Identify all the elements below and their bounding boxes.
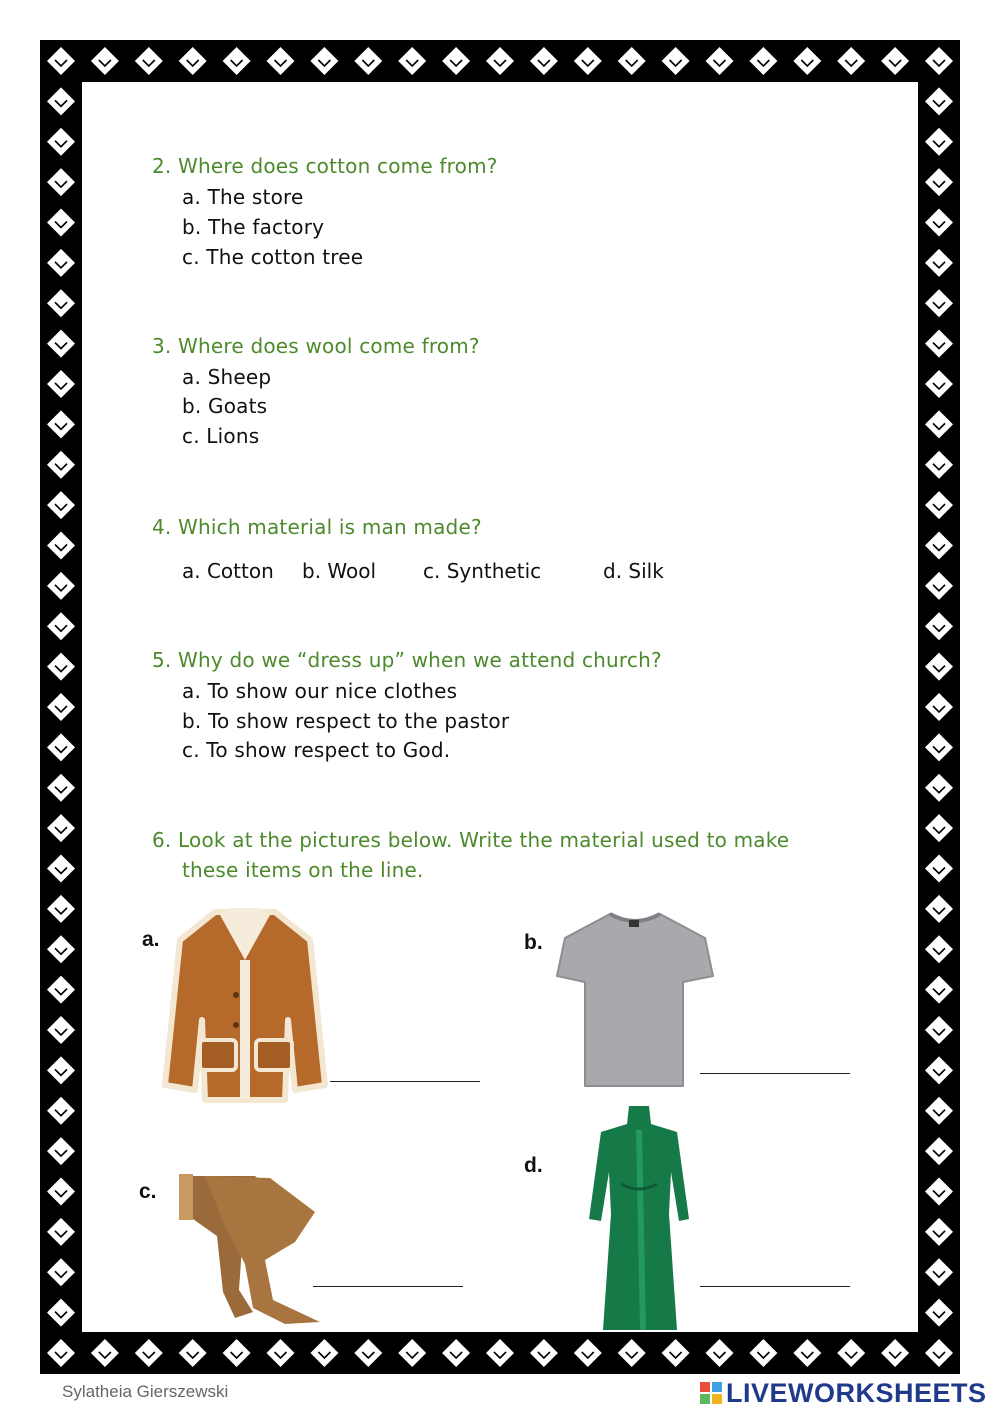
border-diamond: [925, 330, 953, 358]
border-diamond: [925, 128, 953, 156]
border-diamond: [47, 47, 75, 75]
border-diamond: [925, 895, 953, 923]
border-diamond: [706, 1339, 734, 1367]
border-diamond: [223, 1339, 251, 1367]
liveworksheets-logo-icon: [700, 1382, 722, 1404]
border-diamond: [662, 1339, 690, 1367]
border-diamond: [925, 1218, 953, 1246]
border-diamond: [925, 1299, 953, 1327]
item-a-letter: a.: [142, 928, 160, 951]
border-diamond: [925, 1178, 953, 1206]
border-diamond: [837, 1339, 865, 1367]
border-diamond: [925, 693, 953, 721]
border-diamond: [706, 47, 734, 75]
border-diamond: [47, 612, 75, 640]
item-d-letter: d.: [524, 1154, 543, 1177]
border-diamond: [925, 532, 953, 560]
silk-dress-icon: [585, 1104, 693, 1332]
border-diamond: [47, 1056, 75, 1084]
border-diamond: [881, 47, 909, 75]
border-diamond: [47, 532, 75, 560]
border-diamond: [47, 209, 75, 237]
option-5b[interactable]: b. To show respect to the pastor: [182, 709, 510, 733]
question-4: 4. Which material is man made?: [152, 515, 482, 539]
border-diamond: [925, 209, 953, 237]
border-diamond: [398, 1339, 426, 1367]
border-diamond: [442, 47, 470, 75]
option-4c[interactable]: c. Synthetic: [423, 559, 542, 583]
border-diamond: [47, 249, 75, 277]
border-diamond: [47, 733, 75, 761]
border-diamond: [793, 47, 821, 75]
border-diamond: [925, 451, 953, 479]
border-diamond: [925, 774, 953, 802]
border-diamond: [925, 814, 953, 842]
border-diamond: [135, 47, 163, 75]
border-diamond: [47, 1097, 75, 1125]
border-diamond: [749, 1339, 777, 1367]
border-diamond: [925, 733, 953, 761]
question-6-line-2: these items on the line.: [182, 858, 424, 882]
answer-line-b[interactable]: [700, 1073, 850, 1074]
option-2c[interactable]: c. The cotton tree: [182, 245, 364, 269]
border-diamond: [135, 1339, 163, 1367]
border-diamond: [925, 410, 953, 438]
question-6-line-1: 6. Look at the pictures below. Write the material used to make: [152, 828, 790, 852]
border-diamond: [925, 1258, 953, 1286]
border-diamond: [310, 1339, 338, 1367]
border-diamond: [662, 47, 690, 75]
option-4b[interactable]: b. Wool: [302, 559, 377, 583]
stockings-icon: [175, 1172, 325, 1327]
border-diamond: [47, 774, 75, 802]
item-c-letter: c.: [139, 1180, 157, 1203]
border-diamond: [925, 653, 953, 681]
option-3c[interactable]: c. Lions: [182, 424, 260, 448]
border-diamond: [47, 814, 75, 842]
option-2a[interactable]: a. The store: [182, 185, 304, 209]
border-diamond: [47, 653, 75, 681]
border-diamond: [442, 1339, 470, 1367]
border-diamond: [925, 976, 953, 1004]
border-diamond: [47, 451, 75, 479]
border-diamond: [925, 289, 953, 317]
border-diamond: [925, 249, 953, 277]
border-diamond: [925, 1097, 953, 1125]
border-diamond: [925, 87, 953, 115]
border-diamond: [47, 855, 75, 883]
border-diamond: [47, 1299, 75, 1327]
border-diamond: [925, 572, 953, 600]
border-diamond: [925, 612, 953, 640]
border-diamond: [618, 1339, 646, 1367]
border-diamond: [47, 491, 75, 519]
border-diamond: [530, 47, 558, 75]
border-diamond: [310, 47, 338, 75]
option-4d[interactable]: d. Silk: [603, 559, 664, 583]
option-2b[interactable]: b. The factory: [182, 215, 325, 239]
border-diamond: [47, 572, 75, 600]
border-diamond: [223, 47, 251, 75]
border-diamond: [47, 1218, 75, 1246]
border-diamond: [354, 1339, 382, 1367]
border-diamond: [47, 87, 75, 115]
border-diamond: [925, 1056, 953, 1084]
border-diamond: [47, 410, 75, 438]
border-diamond: [47, 1016, 75, 1044]
author-credit: Sylatheia Gierszewski: [62, 1382, 229, 1401]
border-diamond: [47, 895, 75, 923]
option-3b[interactable]: b. Goats: [182, 394, 268, 418]
border-diamond: [925, 935, 953, 963]
border-diamond: [486, 1339, 514, 1367]
border-diamond: [47, 935, 75, 963]
liveworksheets-logo[interactable]: [700, 1378, 987, 1408]
border-diamond: [925, 47, 953, 75]
border-diamond: [47, 289, 75, 317]
brand-text: LIVEWORKSHEETS: [726, 1377, 987, 1408]
option-4a[interactable]: a. Cotton: [182, 559, 274, 583]
answer-line-d[interactable]: [700, 1286, 850, 1287]
border-diamond: [793, 1339, 821, 1367]
border-diamond: [837, 47, 865, 75]
border-diamond: [179, 47, 207, 75]
border-diamond: [925, 491, 953, 519]
question-5: 5. Why do we “dress up” when we attend church?: [152, 648, 662, 672]
border-diamond: [267, 1339, 295, 1367]
border-diamond: [925, 370, 953, 398]
option-5c[interactable]: c. To show respect to God.: [182, 738, 451, 762]
border-diamond: [925, 855, 953, 883]
border-diamond: [618, 47, 646, 75]
border-diamond: [881, 1339, 909, 1367]
border-diamond: [47, 976, 75, 1004]
option-5a[interactable]: a. To show our nice clothes: [182, 679, 458, 703]
border-diamond: [574, 1339, 602, 1367]
border-diamond: [47, 168, 75, 196]
border-diamond: [354, 47, 382, 75]
question-3: 3. Where does wool come from?: [152, 334, 480, 358]
border-diamond: [47, 1137, 75, 1165]
border-diamond: [47, 1339, 75, 1367]
border-diamond: [486, 47, 514, 75]
border-diamond: [47, 693, 75, 721]
border-diamond: [530, 1339, 558, 1367]
border-diamond: [91, 1339, 119, 1367]
answer-line-a[interactable]: [330, 1081, 480, 1082]
border-diamond: [574, 47, 602, 75]
border-diamond: [47, 330, 75, 358]
border-diamond: [267, 47, 295, 75]
border-diamond: [47, 128, 75, 156]
border-diamond: [398, 47, 426, 75]
border-diamond: [179, 1339, 207, 1367]
question-2: 2. Where does cotton come from?: [152, 154, 498, 178]
answer-line-c[interactable]: [313, 1286, 463, 1287]
border-diamond: [749, 47, 777, 75]
border-diamond: [925, 168, 953, 196]
border-diamond: [47, 1258, 75, 1286]
option-3a[interactable]: a. Sheep: [182, 365, 272, 389]
sheepskin-coat-icon: [160, 900, 330, 1105]
border-diamond: [47, 370, 75, 398]
item-b-letter: b.: [524, 931, 543, 954]
border-diamond: [925, 1016, 953, 1044]
border-diamond: [925, 1339, 953, 1367]
border-diamond: [91, 47, 119, 75]
border-diamond: [47, 1178, 75, 1206]
border-diamond: [925, 1137, 953, 1165]
tshirt-icon: [555, 910, 715, 1092]
